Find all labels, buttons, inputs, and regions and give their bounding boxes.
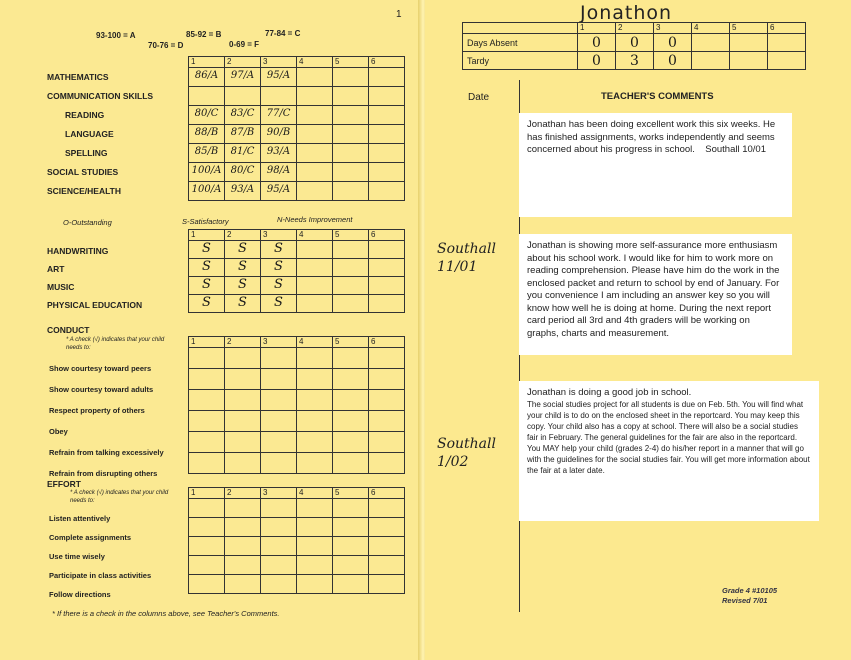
check-cell <box>225 348 261 369</box>
grade-cell <box>261 68 297 87</box>
check-cell <box>297 556 333 575</box>
check-cell <box>225 518 261 537</box>
grade-cell <box>297 163 333 182</box>
grade-value: 77/C <box>266 108 291 119</box>
legend-needs-improvement: N-Needs Improvement <box>277 215 353 224</box>
attendance-cell <box>730 52 768 70</box>
attendance-value: 0 <box>630 34 639 51</box>
grade-cell <box>225 87 261 106</box>
row-label: SCIENCE/HEALTH <box>47 186 121 196</box>
grade-cell <box>225 125 261 144</box>
comment-1-signoff: Southall 10/01 <box>705 144 766 155</box>
grade-cell <box>189 106 225 125</box>
check-cell <box>333 575 369 594</box>
period-header-6: 6 <box>369 230 405 241</box>
grade-value: S <box>274 259 283 274</box>
grade-value: S <box>274 241 283 256</box>
check-cell <box>261 369 297 390</box>
grade-cell <box>225 144 261 163</box>
grade-value: 100/A <box>191 184 222 195</box>
period-header-3: 3 <box>261 230 297 241</box>
grade-cell <box>189 87 225 106</box>
attendance-period-2: 2 <box>616 23 654 34</box>
check-cell <box>369 369 405 390</box>
attendance-value: 0 <box>592 34 601 51</box>
grade-cell <box>225 106 261 125</box>
grade-value: 95/A <box>266 70 291 81</box>
attendance-value: 0 <box>668 34 677 51</box>
check-cell <box>333 432 369 453</box>
grade-cell <box>369 295 405 313</box>
grade-cell <box>297 125 333 144</box>
row-label: Follow directions <box>49 590 111 599</box>
check-cell <box>261 432 297 453</box>
period-header-5: 5 <box>333 337 369 348</box>
grade-cell <box>225 68 261 87</box>
row-label: COMMUNICATION SKILLS <box>47 91 154 101</box>
grade-cell <box>189 182 225 201</box>
period-header-4: 4 <box>297 57 333 68</box>
check-cell <box>369 518 405 537</box>
check-cell <box>333 348 369 369</box>
check-cell <box>297 518 333 537</box>
comments-title: TEACHER'S COMMENTS <box>601 91 714 102</box>
grade-cell <box>189 241 225 259</box>
grade-value: 95/A <box>266 184 291 195</box>
grade-cell <box>261 241 297 259</box>
grade-cell <box>189 144 225 163</box>
period-header-2: 2 <box>225 337 261 348</box>
attendance-period-5: 5 <box>730 23 768 34</box>
grade-cell <box>297 277 333 295</box>
grade-cell <box>369 182 405 201</box>
period-header-1: 1 <box>189 57 225 68</box>
grade-cell <box>297 144 333 163</box>
grade-cell <box>261 182 297 201</box>
attendance-row-label: Tardy <box>463 52 578 70</box>
check-cell <box>369 390 405 411</box>
period-header-5: 5 <box>333 230 369 241</box>
grade-value: S <box>274 277 283 292</box>
period-header-6: 6 <box>369 337 405 348</box>
attendance-value: 0 <box>668 52 677 69</box>
attendance-cell <box>692 34 730 52</box>
grade-value: S <box>274 295 283 310</box>
comment-2-date-signature: Southall 11/01 <box>437 241 496 275</box>
check-cell <box>261 518 297 537</box>
check-cell <box>261 556 297 575</box>
check-cell <box>225 537 261 556</box>
grade-key-a: 93-100 = A <box>96 31 136 40</box>
check-cell <box>225 575 261 594</box>
check-cell <box>297 369 333 390</box>
grade-cell <box>333 87 369 106</box>
grade-value: 100/A <box>191 165 222 176</box>
grade-value: S <box>238 241 247 256</box>
check-cell <box>369 411 405 432</box>
grade-cell <box>261 259 297 277</box>
row-label: HANDWRITING <box>47 245 109 256</box>
grade-cell <box>369 106 405 125</box>
grade-cell <box>297 259 333 277</box>
grade-cell <box>333 144 369 163</box>
grade-cell <box>369 277 405 295</box>
period-header-3: 3 <box>261 337 297 348</box>
check-cell <box>261 575 297 594</box>
check-cell <box>225 499 261 518</box>
grade-cell <box>297 182 333 201</box>
check-cell <box>369 499 405 518</box>
row-label: MATHEMATICS <box>47 72 109 82</box>
check-cell <box>225 556 261 575</box>
comment-3-lead: Jonathan is doing a good job in school. <box>527 387 692 398</box>
row-label: ART <box>47 263 65 274</box>
check-cell <box>369 432 405 453</box>
check-cell <box>261 411 297 432</box>
grade-value: S <box>202 295 211 310</box>
row-label: SOCIAL STUDIES <box>47 167 119 177</box>
grade-cell <box>261 163 297 182</box>
attendance-cell <box>616 52 654 70</box>
attendance-cell <box>578 52 616 70</box>
row-label: Listen attentively <box>49 514 111 523</box>
grade-cell <box>225 277 261 295</box>
legend-satisfactory: S-Satisfactory <box>182 217 229 226</box>
row-label: MUSIC <box>47 281 75 292</box>
grade-cell <box>369 163 405 182</box>
attendance-cell <box>768 34 806 52</box>
grade-key-b: 85-92 = B <box>186 30 222 39</box>
check-cell <box>189 575 225 594</box>
check-cell <box>189 499 225 518</box>
period-header-5: 5 <box>333 57 369 68</box>
check-cell <box>189 390 225 411</box>
check-cell <box>333 453 369 474</box>
check-cell <box>297 411 333 432</box>
grade-cell <box>333 295 369 313</box>
grade-cell <box>189 125 225 144</box>
grade-value: 93/A <box>230 184 255 195</box>
row-label: Refrain from talking excessively <box>49 448 164 457</box>
grade-value: 83/C <box>230 108 255 119</box>
check-cell <box>189 369 225 390</box>
grade-cell <box>225 163 261 182</box>
check-cell <box>333 411 369 432</box>
comment-3-text: The social studies project for all students is due on Feb. 5th. You will find what your child is to do on the enclosed sheet in the reportcard. You may keep this copy. Your child also has a copy at school. There will also be a social studies fair in February. The general guidelines for the fair are also in the reportcard. You MAY help your child (grades 2-4) do his/her report in a manner that will go with the guidelines for the social studies fair. You will get more information about the fair at a later date. <box>527 400 810 475</box>
grade-cell <box>369 87 405 106</box>
grade-cell <box>333 182 369 201</box>
grade-cell <box>297 68 333 87</box>
grade-value: 87/B <box>230 127 255 138</box>
check-cell <box>369 556 405 575</box>
grade-cell <box>333 259 369 277</box>
period-header-2: 2 <box>225 230 261 241</box>
period-header-4: 4 <box>297 488 333 499</box>
check-cell <box>189 432 225 453</box>
grade-value: 80/C <box>194 108 219 119</box>
grade-cell <box>225 182 261 201</box>
comment-1 <box>519 113 792 217</box>
conduct-title: CONDUCT <box>47 325 90 335</box>
grade-cell <box>369 68 405 87</box>
check-cell <box>369 537 405 556</box>
effort-title: EFFORT <box>47 479 81 489</box>
period-header-1: 1 <box>189 488 225 499</box>
check-cell <box>333 499 369 518</box>
grade-cell <box>297 295 333 313</box>
student-name: Jonathon <box>580 2 673 24</box>
check-cell <box>225 453 261 474</box>
check-cell <box>189 411 225 432</box>
grade-cell <box>261 106 297 125</box>
form-revised: Revised 7/01 <box>722 596 768 605</box>
check-cell <box>189 348 225 369</box>
attendance-corner <box>463 23 578 34</box>
grade-cell <box>369 144 405 163</box>
grade-cell <box>297 87 333 106</box>
grade-value: 81/C <box>230 146 255 157</box>
footnote: * If there is a check in the columns above, see Teacher's Comments. <box>52 609 280 618</box>
grade-cell <box>333 163 369 182</box>
period-header-6: 6 <box>369 57 405 68</box>
comment-2-text: Jonathan is showing more self-assurance more enthusiasm about his school work. I would like for him to work more on reading comprehension. Please have him do the work in the enclosed packet and return to school by end of January. For you convenience I am including an answer key so you will know how well he is doing at home. During the next report card period all 3rd and 4th graders will be working on graphs, charts and measurement. <box>527 240 780 339</box>
row-label: Complete assignments <box>49 533 132 542</box>
grade-value: 97/A <box>230 70 255 81</box>
effort-note: * A check (√) indicates that your child needs to: <box>70 490 169 504</box>
attendance-cell <box>692 52 730 70</box>
check-cell <box>297 390 333 411</box>
check-cell <box>261 453 297 474</box>
grade-value: 90/B <box>266 127 291 138</box>
period-header-4: 4 <box>297 230 333 241</box>
grade-value: 98/A <box>266 165 291 176</box>
grade-cell <box>189 259 225 277</box>
attendance-row-label: Days Absent <box>463 34 578 52</box>
grade-cell <box>369 241 405 259</box>
check-cell <box>333 390 369 411</box>
check-cell <box>189 556 225 575</box>
attendance-period-3: 3 <box>654 23 692 34</box>
check-cell <box>225 432 261 453</box>
check-cell <box>369 453 405 474</box>
check-cell <box>225 411 261 432</box>
check-cell <box>225 369 261 390</box>
grade-cell <box>225 295 261 313</box>
check-cell <box>297 537 333 556</box>
check-cell <box>297 499 333 518</box>
check-cell <box>297 575 333 594</box>
grade-value: S <box>238 259 247 274</box>
attendance-cell <box>768 52 806 70</box>
grade-cell <box>333 277 369 295</box>
row-label: READING <box>65 110 105 120</box>
grade-cell <box>261 144 297 163</box>
check-cell <box>261 348 297 369</box>
page-number: 1 <box>396 9 402 20</box>
period-header-3: 3 <box>261 57 297 68</box>
grade-value: S <box>202 241 211 256</box>
check-cell <box>297 453 333 474</box>
grade-cell <box>333 106 369 125</box>
grade-cell <box>189 277 225 295</box>
comment-3 <box>519 381 819 521</box>
grade-cell <box>225 259 261 277</box>
attendance-cell <box>654 34 692 52</box>
row-label: Respect property of others <box>49 406 145 415</box>
grade-cell <box>297 106 333 125</box>
comment-1-text: Jonathan has been doing excellent work this six weeks. He has finished assignments, works independently and seems concerned about his progress in school. <box>527 119 776 155</box>
check-cell <box>261 499 297 518</box>
row-label: PHYSICAL EDUCATION <box>47 299 143 310</box>
conduct-table <box>188 336 405 474</box>
grade-value: S <box>238 277 247 292</box>
attendance-cell <box>616 34 654 52</box>
period-header-2: 2 <box>225 488 261 499</box>
period-header-2: 2 <box>225 57 261 68</box>
check-cell <box>297 348 333 369</box>
period-header-1: 1 <box>189 337 225 348</box>
period-header-4: 4 <box>297 337 333 348</box>
grade-value: S <box>202 259 211 274</box>
attendance-cell <box>654 52 692 70</box>
grade-cell <box>333 241 369 259</box>
grade-value: S <box>202 277 211 292</box>
attendance-value: 3 <box>630 52 639 69</box>
grade-cell <box>369 259 405 277</box>
attendance-cell <box>730 34 768 52</box>
row-label: Show courtesy toward adults <box>49 385 154 394</box>
grade-cell <box>333 125 369 144</box>
grade-value: 88/B <box>194 127 219 138</box>
row-label: Obey <box>49 427 68 436</box>
check-cell <box>261 537 297 556</box>
row-label: Refrain from disrupting others <box>49 469 158 478</box>
period-header-5: 5 <box>333 488 369 499</box>
attendance-period-1: 1 <box>578 23 616 34</box>
attendance-cell <box>578 34 616 52</box>
attendance-period-4: 4 <box>692 23 730 34</box>
comment-2 <box>519 234 792 355</box>
attendance-value: 0 <box>592 52 601 69</box>
grade-value: 93/A <box>266 146 291 157</box>
grade-value: 80/C <box>230 165 255 176</box>
comment-3-date-signature: Southall 1/02 <box>437 436 496 470</box>
report-card-right-page <box>425 0 851 660</box>
academic-grades-table <box>188 56 405 201</box>
grade-key-d: 70-76 = D <box>148 41 184 50</box>
check-cell <box>333 369 369 390</box>
period-header-1: 1 <box>189 230 225 241</box>
row-label: Show courtesy toward peers <box>49 364 152 373</box>
grade-cell <box>261 277 297 295</box>
check-cell <box>333 537 369 556</box>
legend-outstanding: O-Outstanding <box>63 218 112 227</box>
grade-value: 86/A <box>194 70 219 81</box>
date-column-header: Date <box>468 92 490 103</box>
check-cell <box>225 390 261 411</box>
effort-table <box>188 487 405 594</box>
check-cell <box>261 390 297 411</box>
grade-cell <box>333 68 369 87</box>
grade-cell <box>225 241 261 259</box>
check-cell <box>189 453 225 474</box>
check-cell <box>333 518 369 537</box>
check-cell <box>369 575 405 594</box>
grade-key-f: 0-69 = F <box>229 40 260 49</box>
grade-cell <box>261 125 297 144</box>
check-cell <box>369 348 405 369</box>
grade-value: S <box>238 295 247 310</box>
grade-cell <box>297 241 333 259</box>
grade-cell <box>189 68 225 87</box>
check-cell <box>297 432 333 453</box>
check-cell <box>333 556 369 575</box>
grade-cell <box>261 87 297 106</box>
grade-cell <box>189 295 225 313</box>
row-label: SPELLING <box>65 148 108 158</box>
grade-cell <box>189 163 225 182</box>
attendance-table <box>462 22 806 70</box>
grade-value: 85/B <box>194 146 219 157</box>
row-label: Participate in class activities <box>49 571 152 580</box>
period-header-6: 6 <box>369 488 405 499</box>
period-header-3: 3 <box>261 488 297 499</box>
row-label: Use time wisely <box>49 552 105 561</box>
check-cell <box>189 537 225 556</box>
form-grade-id: Grade 4 #10105 <box>722 586 778 595</box>
grade-cell <box>261 295 297 313</box>
specials-grades-table <box>188 229 405 313</box>
grade-key-c: 77-84 = C <box>265 29 301 38</box>
grade-cell <box>369 125 405 144</box>
attendance-period-6: 6 <box>768 23 806 34</box>
report-card-left-page <box>0 0 420 660</box>
conduct-note: * A check (√) indicates that your child needs to: <box>66 337 165 351</box>
row-label: LANGUAGE <box>65 129 114 139</box>
check-cell <box>189 518 225 537</box>
